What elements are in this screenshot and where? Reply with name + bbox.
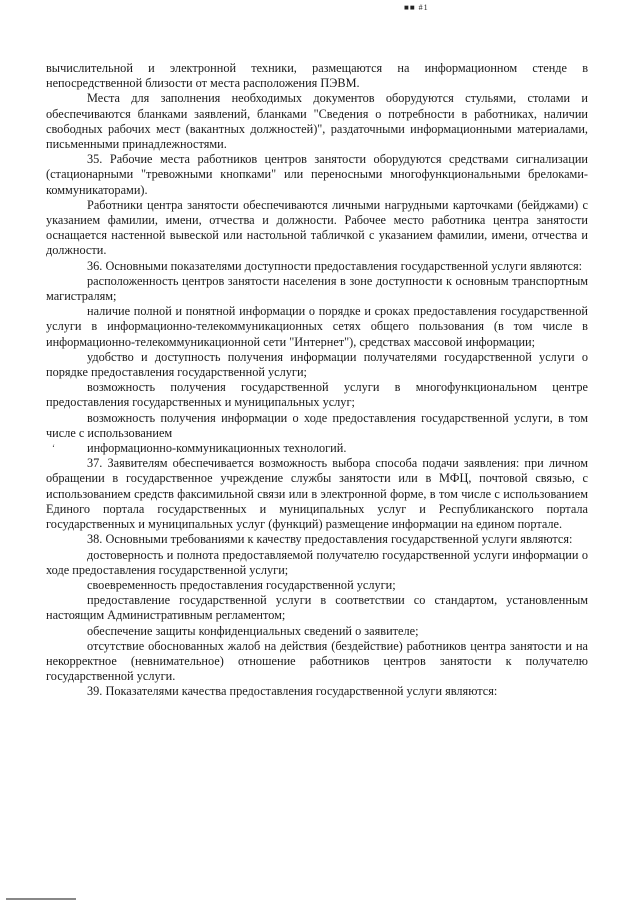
paragraph: 36. Основными показателями доступности предоставления государственной услуги являются: [87,258,583,273]
document-body [46,61,588,700]
paragraph: Работники центра занятости обеспечиваются личными нагрудными карточками (бейджами) с указанием фамилии, имени, отчества и должности. Рабочее место работника центра занятости оснащается настенной вывеской или настольной табличкой с указанием фамилии, имени, отчества и должности. [46,197,588,258]
margin-mark: ʻ [52,443,55,453]
paragraph: наличие полной и понятной информации о порядке и сроках предоставления государственной услуги в информационно-телекоммуникационных сетях общего пользования (в том числе в информационно-телекоммуникационной сети "Интернет"), средствах массовой информации; [46,304,588,349]
paragraph: 37. Заявителям обеспечивается возможность выбора способа подачи заявления: при личном обращении в государственное учреждение службы занятости или в МФЦ, почтовой связью, с использованием средств факсимильной связи или в электронной форме, в том числе с использованием Единого портала государственных и муниципальных услуг и Республиканского портала государственных и муниципальных услуг (функций) размещение информации на едином портале. [46,456,588,532]
footer-scan-mark [6,898,76,900]
paragraph: 35. Рабочие места работников центров занятости оборудуются средствами сигнализации (стационарными "тревожными кнопками" или переносными многофункциональными брелоками-коммуникаторами). [46,152,588,197]
paragraph: 39. Показателями качества предоставления государственной услуги являются: [87,684,498,699]
paragraph: 38. Основными требованиями к качеству предоставления государственной услуги являются: [87,532,573,547]
paragraph: возможность получения информации о ходе предоставления государственной услуги, в том числе с использованием [46,410,588,440]
paragraph: вычислительной и электронной техники, размещаются на информационном стенде в непосредственной близости от места расположения ПЭВМ. [46,61,588,91]
paragraph: удобство и доступность получения информации получателями государственной услуги о порядке предоставления государственной услуги; [46,349,588,380]
paragraph: достоверность и полнота предоставляемой получателю государственной услуги информации о ходе предоставления государственной услуги; [46,547,588,577]
paragraph: возможность получения государственной услуги в многофункциональном центре предоставления государственных и муниципальных услуг; [46,380,588,410]
paragraph: обеспечение защиты конфиденциальных сведений о заявителе; [87,623,419,638]
page-marker: ■■ #1 [404,3,429,12]
paragraph: Места для заполнения необходимых документов оборудуются стульями, столами и обеспечиваются бланками заявлений, бланками "Сведения о потребности в работниках, наличии свободных рабочих мест (вакантных должностей)", раздаточными информационными материалами, письменными принадлежностями. [46,91,588,152]
paragraph: предоставление государственной услуги в соответствии со стандартом, установленным настоящим Административным регламентом; [46,593,588,623]
paragraph: отсутствие обоснованных жалоб на действия (бездействие) работников центра занятости и на некорректное (невнимательное) отношение работников центров занятости к получателю государственной услуги. [46,638,588,684]
paragraph: информационно-коммуникационных технологий. [87,441,347,456]
paragraph: расположенность центров занятости населения в зоне доступности к основным транспортным магистралям; [46,273,588,304]
paragraph: своевременность предоставления государственной услуги; [87,577,396,592]
